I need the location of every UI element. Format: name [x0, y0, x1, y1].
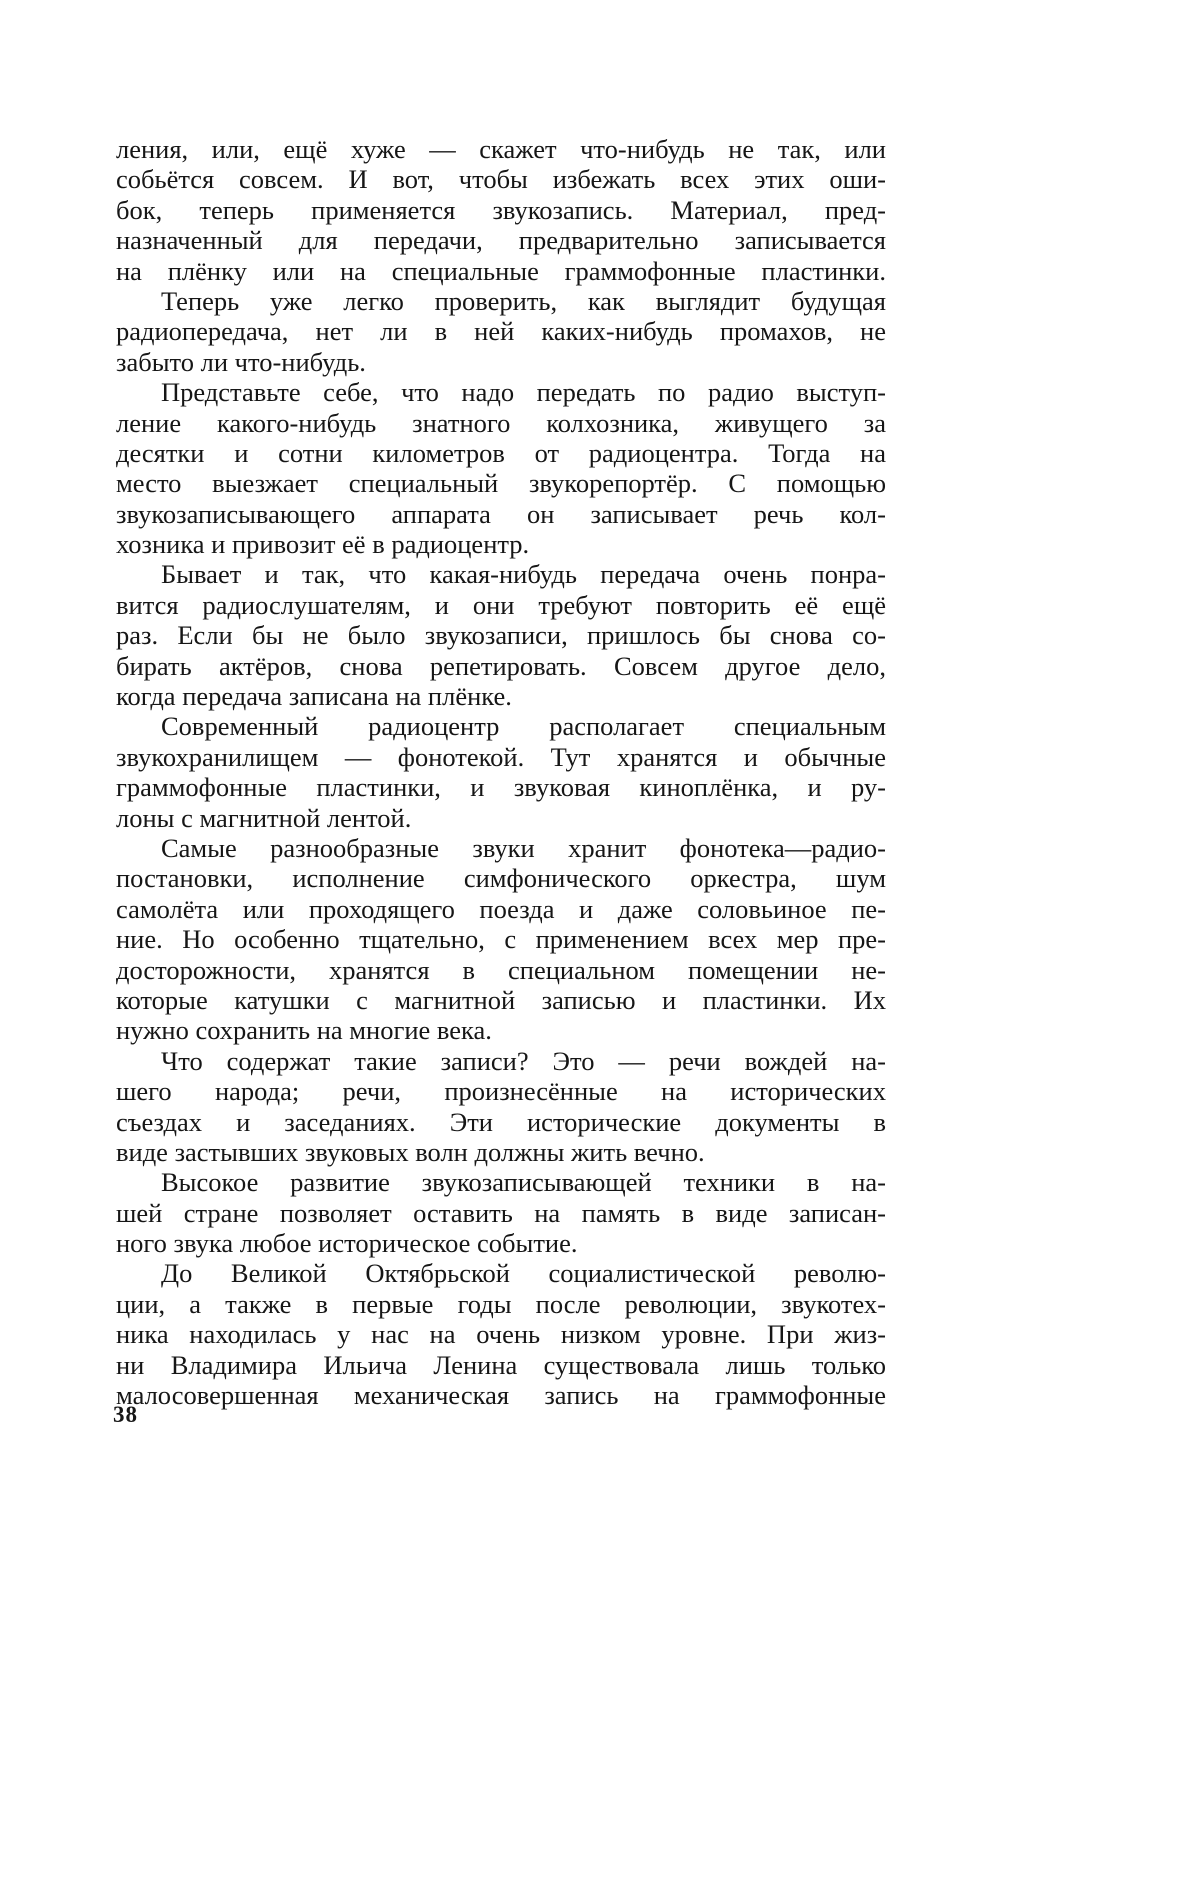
text-line: которые катушки с магнитной записью и пластинки. Их: [116, 985, 886, 1015]
text-line: бок, теперь применяется звукозапись. Материал, пред-: [116, 195, 886, 225]
text-line: забыто ли что-нибудь.: [116, 347, 886, 377]
text-line: Самые разнообразные звуки хранит фонотека—радио-: [116, 833, 886, 863]
text-line: ника находилась у нас на очень низком уровне. При жиз-: [116, 1319, 886, 1349]
text-line: радиопередача, нет ли в ней каких-нибудь промахов, не: [116, 316, 886, 346]
text-line: вится радиослушателям, и они требуют повторить её ещё: [116, 590, 886, 620]
text-line: звукозаписывающего аппарата он записывает речь кол-: [116, 499, 886, 529]
text-line: Бывает и так, что какая-нибудь передача очень понра-: [116, 559, 886, 589]
paragraph: [116, 711, 886, 833]
text-line: на плёнку или на специальные граммофонные пластинки.: [116, 256, 886, 286]
text-line: постановки, исполнение симфонического оркестра, шум: [116, 863, 886, 893]
text-line: шего народа; речи, произнесённые на исторических: [116, 1076, 886, 1106]
text-line: граммофонные пластинки, и звуковая киноплёнка, и ру-: [116, 772, 886, 802]
text-line: собьётся совсем. И вот, чтобы избежать всех этих оши-: [116, 164, 886, 194]
text-line: назначенный для передачи, предварительно записывается: [116, 225, 886, 255]
text-line: ние. Но особенно тщательно, с применением всех мер пре-: [116, 924, 886, 954]
text-line: нужно сохранить на многие века.: [116, 1015, 886, 1045]
paragraph: [116, 559, 886, 711]
paragraph: [116, 1046, 886, 1168]
text-line: ного звука любое историческое событие.: [116, 1228, 886, 1258]
paragraph: [116, 377, 886, 559]
book-page: [0, 0, 1000, 1567]
text-line: шей стране позволяет оставить на память в виде записан-: [116, 1198, 886, 1228]
text-line: виде застывших звуковых волн должны жить вечно.: [116, 1137, 886, 1167]
text-line: хозника и привозит её в радиоцентр.: [116, 529, 886, 559]
text-line: звукохранилищем — фонотекой. Тут хранятся и обычные: [116, 742, 886, 772]
paragraph: [116, 286, 886, 377]
paragraph: [116, 1258, 886, 1410]
text-line: До Великой Октябрьской социалистической револю-: [116, 1258, 886, 1288]
body-text: [116, 134, 886, 1410]
text-line: Современный радиоцентр располагает специальным: [116, 711, 886, 741]
text-line: Высокое развитие звукозаписывающей техники в на-: [116, 1167, 886, 1197]
text-line: ни Владимира Ильича Ленина существовала лишь только: [116, 1350, 886, 1380]
text-line: Теперь уже легко проверить, как выглядит будущая: [116, 286, 886, 316]
paragraph: [116, 134, 886, 286]
text-line: десятки и сотни километров от радиоцентра. Тогда на: [116, 438, 886, 468]
text-line: ления, или, ещё хуже — скажет что-нибудь не так, или: [116, 134, 886, 164]
text-line: место выезжает специальный звукорепортёр. С помощью: [116, 468, 886, 498]
text-line: самолёта или проходящего поезда и даже соловьиное пе-: [116, 894, 886, 924]
text-line: съездах и заседаниях. Эти исторические документы в: [116, 1107, 886, 1137]
text-line: раз. Если бы не было звукозаписи, пришлось бы снова со-: [116, 620, 886, 650]
text-line: ление какого-нибудь знатного колхозника, живущего за: [116, 408, 886, 438]
text-line: Что содержат такие записи? Это — речи вождей на-: [116, 1046, 886, 1076]
text-line: досторожности, хранятся в специальном помещении не-: [116, 955, 886, 985]
text-line: лоны с магнитной лентой.: [116, 803, 886, 833]
paragraph: [116, 833, 886, 1046]
text-line: Представьте себе, что надо передать по радио выступ-: [116, 377, 886, 407]
page-number: 38: [113, 1401, 138, 1429]
text-line: бирать актёров, снова репетировать. Совсем другое дело,: [116, 651, 886, 681]
paragraph: [116, 1167, 886, 1258]
text-line: малосовершенная механическая запись на граммофонные: [116, 1380, 886, 1410]
text-line: когда передача записана на плёнке.: [116, 681, 886, 711]
text-line: ции, а также в первые годы после революции, звукотех-: [116, 1289, 886, 1319]
